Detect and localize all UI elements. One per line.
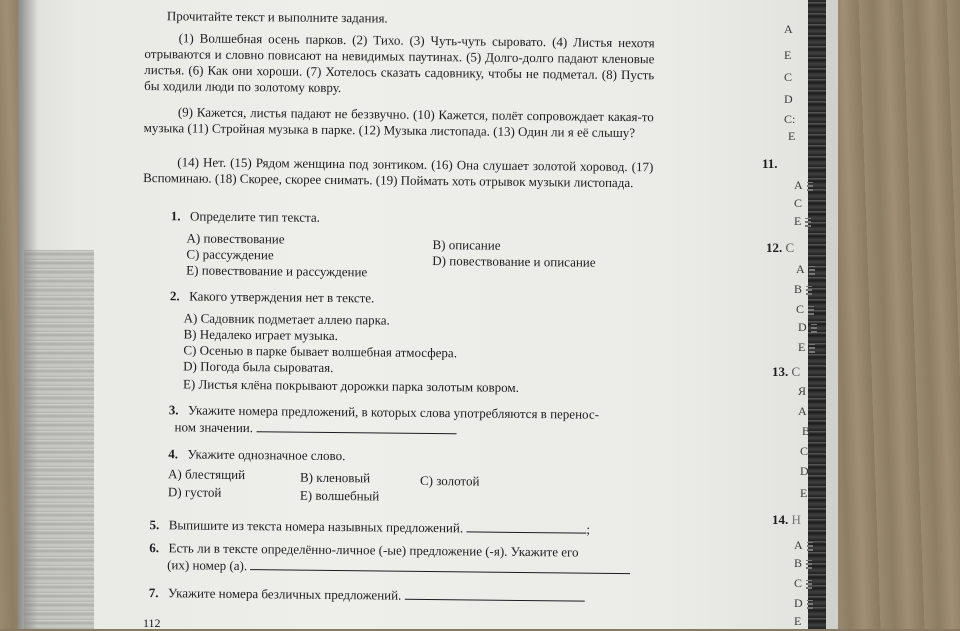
right-letter: D xyxy=(794,596,813,611)
q1-option-a[interactable]: A) повествование xyxy=(186,230,285,247)
right-letter: A xyxy=(798,404,807,418)
right-letter: A xyxy=(794,538,813,553)
question-number: 4. xyxy=(168,446,179,462)
question-text: Какого утверждения нет в тексте. xyxy=(189,288,375,306)
question-text: Укажите номера предложений, в которых слова употребляются в перенос- xyxy=(187,402,600,422)
right-question-number: 13. C xyxy=(772,364,801,379)
q4-option-c[interactable]: C) золотой xyxy=(419,472,480,489)
q2-option-d[interactable]: D) Погода была сыроватая. xyxy=(183,358,334,375)
right-letter: C xyxy=(796,302,814,317)
right-letter: E xyxy=(784,48,792,62)
right-question-number: 11. xyxy=(762,156,778,171)
q2-option-e[interactable]: E) Листья клёна покрывают дорожки парка золотым ковром. xyxy=(182,376,520,395)
right-letter: B xyxy=(794,556,812,571)
question-text: Укажите номера безличных предложений. xyxy=(168,585,402,603)
question-4 xyxy=(168,446,345,464)
right-letter: E xyxy=(794,614,802,628)
question-number: 5. xyxy=(149,517,160,533)
question-end: ; xyxy=(586,521,591,537)
answer-line[interactable] xyxy=(405,587,585,602)
answer-line[interactable] xyxy=(466,519,586,533)
right-letter: A xyxy=(796,262,815,277)
page-shadow xyxy=(18,0,38,629)
q1-option-e[interactable]: E) повествование и рассуждение xyxy=(186,262,368,280)
q4-option-b[interactable]: B) кленовый xyxy=(299,469,371,486)
question-number: 6. xyxy=(149,540,160,556)
q2-option-c[interactable]: C) Осенью в парке бывает волшебная атмосфера. xyxy=(183,342,458,361)
right-letter: D xyxy=(784,92,793,106)
right-letter: C xyxy=(794,576,812,591)
question-text: Выпишите из текста номера назывных предложений. xyxy=(168,517,464,536)
q4-option-e[interactable]: E) волшебный xyxy=(299,487,380,504)
q1-option-d[interactable]: D) повествование и описание xyxy=(432,253,596,270)
question-text: Определите тип текста. xyxy=(189,208,321,225)
q2-option-a[interactable]: A) Садовник подметает аллею парка. xyxy=(183,310,390,328)
right-letter: D xyxy=(798,320,817,335)
right-letter: E xyxy=(800,486,808,500)
question-number: 3. xyxy=(168,402,179,418)
question-3-line-2 xyxy=(174,418,456,438)
question-text: (их) номер (а). xyxy=(167,557,248,574)
right-letter: E xyxy=(794,214,811,229)
right-letter-fragment: Я xyxy=(798,384,807,398)
instruction: Прочитайте текст и выполните задания. xyxy=(166,8,388,26)
question-text: Есть ли в тексте определённо-личное (-ые) предложение (-я). Укажите его xyxy=(168,540,579,560)
question-text: Укажите однозначное слово. xyxy=(187,446,346,464)
q1-option-b[interactable]: B) описание xyxy=(432,237,501,253)
q4-option-a[interactable]: A) блестящий xyxy=(168,466,246,483)
page-number: 112 xyxy=(143,616,161,630)
q1-option-c[interactable]: C) рассуждение xyxy=(186,246,274,263)
text-paragraph-2: (9) Кажется, листья падают не беззвучно. (10) Кажется, полёт сопровождает какая-то музыка (11) Стройная музыка в парке. (12) Музыка листопада. (13) Один ли я её слышу? xyxy=(143,104,654,141)
answer-line[interactable] xyxy=(256,419,456,434)
right-page-edge xyxy=(826,0,838,629)
text-paragraph-3: (14) Нет. (15) Рядом женщина под зонтиком. (16) Она слушает золотой хоровод. (17) Вспоминаю. (18) Скорее, скорее снимать. (19) Поймать хоть отрывок музыки листопада. xyxy=(143,154,654,191)
answer-line[interactable] xyxy=(250,557,630,574)
right-letter: A xyxy=(794,178,813,193)
right-letter: C xyxy=(800,444,809,458)
text-paragraph-1: (1) Волшебная осень парков. (2) Тихо. (3) Чуть-чуть сыровато. (4) Листья нехотя отрываются и словно повисают на невидимых паутинах. (5) Долго-долго падают кленовые листья. (6) Как они хороши. (7) Хотелось сказать садовнику, чтобы не подметал. (8) Пусть бы ходили люди по золотому ковру. xyxy=(144,30,655,96)
question-number: 1. xyxy=(170,208,181,224)
right-question-number: 14. Н xyxy=(772,512,801,527)
question-text: ном значении. xyxy=(174,419,254,436)
right-letter: C: xyxy=(784,112,796,126)
question-number: 7. xyxy=(148,585,159,601)
right-letter: C xyxy=(794,196,803,210)
right-letter: B xyxy=(802,424,811,438)
right-question-number: 12. C xyxy=(766,240,795,255)
right-letter: B xyxy=(794,282,812,297)
page-fold-shadow xyxy=(808,0,826,629)
q2-option-b[interactable]: B) Недалеко играет музыка. xyxy=(183,326,339,344)
question-2 xyxy=(170,288,375,306)
right-letter: A xyxy=(784,22,793,36)
q4-option-d[interactable]: D) густой xyxy=(167,484,222,500)
right-letter: D xyxy=(800,464,809,478)
right-letter: E xyxy=(788,129,796,143)
right-letter: C xyxy=(784,70,793,84)
right-letter: E xyxy=(798,340,815,355)
question-number: 2. xyxy=(169,288,180,304)
question-1 xyxy=(171,208,320,226)
